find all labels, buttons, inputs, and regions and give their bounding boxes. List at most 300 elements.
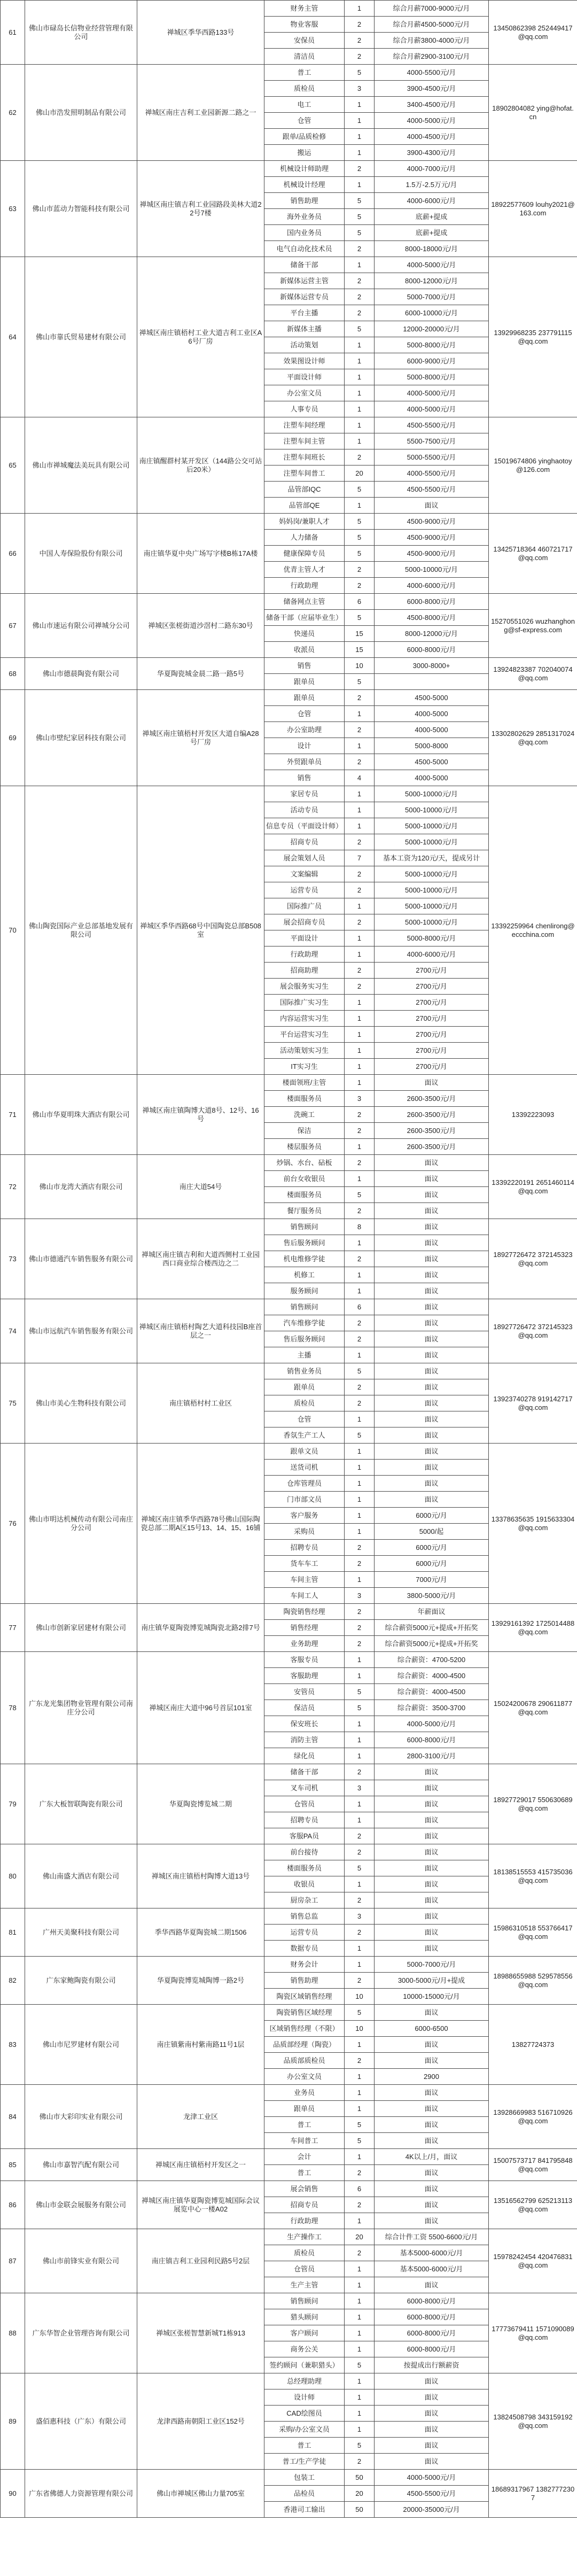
headcount: 20	[345, 2229, 375, 2245]
headcount: 2	[345, 1395, 375, 1411]
entry-number: 73	[1, 1219, 25, 1299]
company-address: 南庄镇华夏陶瓷博览城陶瓷北路2排7号	[137, 1604, 264, 1652]
contact-info: 18138515553 415735036@qq.com	[489, 1844, 577, 1908]
headcount: 1	[345, 2069, 375, 2085]
headcount: 5	[345, 193, 375, 209]
salary: 面议	[375, 1203, 489, 1219]
company-name: 佛山市龙湾大酒店有限公司	[25, 1155, 137, 1219]
position-title: 业务助理	[264, 1636, 345, 1652]
position-title: 活动策划	[264, 337, 345, 353]
headcount: 10	[345, 2021, 375, 2037]
entry-number: 61	[1, 1, 25, 65]
position-title: 洗碗工	[264, 1107, 345, 1123]
position-title: 楼面服务员	[264, 1860, 345, 1876]
position-title: 平台主播	[264, 305, 345, 321]
entry-number: 74	[1, 1299, 25, 1363]
salary: 面议	[375, 2085, 489, 2101]
entry-number: 72	[1, 1155, 25, 1219]
company-name: 佛山市明达机械传动有限公司南庄分公司	[25, 1444, 137, 1604]
headcount: 1	[345, 898, 375, 914]
headcount: 6	[345, 2181, 375, 2197]
position-title: 国际推广实习生	[264, 995, 345, 1011]
headcount: 15	[345, 642, 375, 658]
position-title: 新媒体运营主管	[264, 273, 345, 289]
salary: 8000-12000元/月	[375, 273, 489, 289]
headcount: 5	[345, 1860, 375, 1876]
position-title: 质检员	[264, 2245, 345, 2261]
table-row	[1, 2085, 577, 2101]
position-title: 平面设计	[264, 930, 345, 946]
headcount: 2	[345, 2454, 375, 2470]
salary: 底薪+提成	[375, 209, 489, 225]
salary: 2600-3500元/月	[375, 1123, 489, 1139]
company-name: 广东省佛德人力资源管理有限公司	[25, 2470, 137, 2518]
entry-number: 84	[1, 2085, 25, 2149]
position-title: 注塑车间普工	[264, 465, 345, 482]
headcount: 2	[345, 1203, 375, 1219]
position-title: 销售顾问	[264, 1299, 345, 1315]
position-title: 销售	[264, 658, 345, 674]
headcount: 5	[345, 514, 375, 530]
company-address: 禅城区季华西路133号	[137, 1, 264, 65]
salary: 面议	[375, 1347, 489, 1363]
headcount: 7	[345, 850, 375, 866]
headcount: 2	[345, 1251, 375, 1267]
company-address: 禅城区南庄镇梧村工业大道吉利工业区A6号厂房	[137, 257, 264, 417]
salary: 6000元/月	[375, 1556, 489, 1572]
table-row	[1, 1652, 577, 1668]
salary: 5000-10000元/月	[375, 834, 489, 850]
salary: 面议	[375, 2133, 489, 2149]
headcount: 1	[345, 1941, 375, 1957]
salary: 2700元/月	[375, 1027, 489, 1043]
headcount: 2	[345, 754, 375, 770]
salary: 3000-8000+	[375, 658, 489, 674]
headcount: 50	[345, 2502, 375, 2518]
headcount: 3	[345, 81, 375, 97]
company-address: 南庄镇吉利工业园利民路5号2层	[137, 2229, 264, 2293]
contact-info: 18988655988 529578556@qq.com	[489, 1957, 577, 2005]
headcount: 5	[345, 225, 375, 241]
salary: 2600-3500元/月	[375, 1107, 489, 1123]
position-title: 会计	[264, 2149, 345, 2165]
salary: 6000-8000元/月	[375, 2293, 489, 2309]
position-title: 车间工人	[264, 1588, 345, 1604]
position-title: 采购/办公室文员	[264, 2422, 345, 2438]
headcount: 1	[345, 145, 375, 161]
salary: 面议	[375, 2373, 489, 2389]
salary: 面议	[375, 2101, 489, 2117]
entry-number: 83	[1, 2005, 25, 2085]
salary: 面议	[375, 498, 489, 514]
headcount: 1	[345, 2277, 375, 2293]
position-title: 客户服务	[264, 1508, 345, 1524]
position-title: 文案编辑	[264, 866, 345, 882]
headcount: 3	[345, 1908, 375, 1925]
contact-info: 13392223093	[489, 1075, 577, 1155]
salary: 3900-4500元/月	[375, 81, 489, 97]
salary: 面议	[375, 2406, 489, 2422]
salary: 5000-10000元/月	[375, 818, 489, 834]
headcount: 2	[345, 2245, 375, 2261]
salary: 8000-18000元/月	[375, 241, 489, 257]
company-address: 禅城区张槎智慧新城T1栋913	[137, 2293, 264, 2373]
salary: 4000-5000元/月	[375, 257, 489, 273]
position-title: 品检员	[264, 2486, 345, 2502]
headcount: 1	[345, 995, 375, 1011]
position-title: 跟单员	[264, 1379, 345, 1395]
headcount: 5	[345, 65, 375, 81]
salary: 2600-3500元/月	[375, 1091, 489, 1107]
entry-number: 76	[1, 1444, 25, 1604]
salary: 面议	[375, 1315, 489, 1331]
company-name: 广东家鲍陶瓷有限公司	[25, 1957, 137, 2005]
company-address: 禅城区南庄大道中96号首层101室	[137, 1652, 264, 1764]
headcount: 2	[345, 834, 375, 850]
position-title: 注塑车间班长	[264, 449, 345, 465]
position-title: 外贸跟单员	[264, 754, 345, 770]
salary: 4500-8000元/月	[375, 610, 489, 626]
contact-info: 13516562799 625213113@qq.com	[489, 2181, 577, 2229]
salary: 4500-5500元/月	[375, 2486, 489, 2502]
salary: 10000-15000元/月	[375, 1989, 489, 2005]
company-name: 佛山市壁纪家居科技有限公司	[25, 690, 137, 786]
position-title: 售后服务顾问	[264, 1235, 345, 1251]
headcount: 1	[345, 1748, 375, 1764]
position-title: CAD绘图员	[264, 2406, 345, 2422]
salary: 综合月薪4500-5000元/月	[375, 17, 489, 33]
salary: 5500-7500元/月	[375, 433, 489, 449]
position-title: 客服专员	[264, 1652, 345, 1668]
headcount: 5	[345, 1187, 375, 1203]
salary: 4000-5000	[375, 706, 489, 722]
headcount: 2	[345, 1828, 375, 1844]
salary: 面议	[375, 1187, 489, 1203]
entry-number: 82	[1, 1957, 25, 2005]
position-title: 展会策划人员	[264, 850, 345, 866]
position-title: 客户顾问	[264, 2325, 345, 2341]
position-title: 妈妈岗/兼职人才	[264, 514, 345, 530]
contact-info: 15024200678 290611877@qq.com	[489, 1652, 577, 1764]
table-row	[1, 2229, 577, 2245]
salary: 5000/起	[375, 1524, 489, 1540]
salary: 面议	[375, 1796, 489, 1812]
headcount: 2	[345, 1925, 375, 1941]
salary: 面议	[375, 1892, 489, 1908]
headcount: 1	[345, 2101, 375, 2117]
salary: 7000元/月	[375, 1572, 489, 1588]
position-title: 机修工	[264, 1267, 345, 1283]
company-name: 佛山市创新家居建材有限公司	[25, 1604, 137, 1652]
position-title: 服务顾问	[264, 1283, 345, 1299]
salary: 基本5000-6000元/月	[375, 2245, 489, 2261]
salary: 面议	[375, 2181, 489, 2197]
position-title: 清洁员	[264, 49, 345, 65]
contact-info: 18927726472 372145323@qq.com	[489, 1219, 577, 1299]
headcount: 2	[345, 1556, 375, 1572]
headcount: 1	[345, 786, 375, 802]
salary: 基本5000-6000元/月	[375, 2261, 489, 2277]
company-address: 禅城区张槎街道沙滘村二路东30号	[137, 594, 264, 658]
position-title: 绿化员	[264, 1748, 345, 1764]
company-name: 佛山市尼罗建材有限公司	[25, 2005, 137, 2085]
table-row	[1, 1299, 577, 1315]
salary: 5000-10000元/月	[375, 914, 489, 930]
position-title: 生产操作工	[264, 2229, 345, 2245]
headcount: 1	[345, 1283, 375, 1299]
headcount: 2	[345, 562, 375, 578]
position-title: 叉车司机	[264, 1780, 345, 1796]
salary: 20000-35000元/月	[375, 2502, 489, 2518]
headcount: 2	[345, 1636, 375, 1652]
salary: 面议	[375, 2053, 489, 2069]
headcount: 1	[345, 2085, 375, 2101]
table-row	[1, 2005, 577, 2021]
headcount: 1	[345, 1668, 375, 1684]
salary: 4000-5000	[375, 722, 489, 738]
entry-number: 64	[1, 257, 25, 417]
salary: 6000-6500	[375, 2021, 489, 2037]
contact-info: 17773679411 1571090089@qq.com	[489, 2293, 577, 2373]
contact-info: 13929161392 1725014488@qq.com	[489, 1604, 577, 1652]
headcount: 5	[345, 2438, 375, 2454]
salary: 面议	[375, 1299, 489, 1315]
salary: 面议	[375, 1427, 489, 1444]
company-name: 佛山市碌岛长信物业经营管理有限公司	[25, 1, 137, 65]
salary: 2900	[375, 2069, 489, 2085]
headcount: 3	[345, 1588, 375, 1604]
salary: 面议	[375, 1860, 489, 1876]
entry-number: 68	[1, 658, 25, 690]
headcount: 2	[345, 33, 375, 49]
headcount: 10	[345, 658, 375, 674]
entry-number: 65	[1, 417, 25, 514]
headcount: 1	[345, 1652, 375, 1668]
salary: 5000-10000元/月	[375, 882, 489, 898]
salary: 4000-5000	[375, 770, 489, 786]
headcount: 1	[345, 1460, 375, 1476]
position-title: 前台接待	[264, 1844, 345, 1860]
position-title: 活动策划实习生	[264, 1043, 345, 1059]
headcount: 2	[345, 979, 375, 995]
contact-info: 15978242454 420476831@qq.com	[489, 2229, 577, 2293]
company-address: 禅城区南庄镇梧村陶博大道13号	[137, 1844, 264, 1908]
company-name: 佛山市蓝动力智能科技有限公司	[25, 161, 137, 257]
position-title: 运营专员	[264, 882, 345, 898]
table-row	[1, 1, 577, 17]
salary: 面议	[375, 2422, 489, 2438]
headcount: 2	[345, 449, 375, 465]
company-name: 广东华智企业管理咨询有限公司	[25, 2293, 137, 2373]
contact-info: 13827724373	[489, 2005, 577, 2085]
table-row	[1, 1957, 577, 1973]
company-address: 华夏陶瓷博览城二期	[137, 1764, 264, 1844]
headcount: 5	[345, 2133, 375, 2149]
headcount: 1	[345, 2037, 375, 2053]
position-title: 注塑车间经理	[264, 417, 345, 433]
entry-number: 88	[1, 2293, 25, 2373]
contact-info: 18922577609 louhy2021@163.com	[489, 161, 577, 257]
salary: 面议	[375, 1251, 489, 1267]
position-title: 销售顾问	[264, 1219, 345, 1235]
position-title: 储备干部	[264, 257, 345, 273]
position-title: 陶瓷销售经理	[264, 1604, 345, 1620]
company-name: 佛山市美心生物科技有限公司	[25, 1363, 137, 1444]
salary: 4500-5500元/月	[375, 482, 489, 498]
headcount: 5	[345, 2117, 375, 2133]
position-title: 信息专员（平面设计师）	[264, 818, 345, 834]
headcount: 3	[345, 1780, 375, 1796]
table-row	[1, 690, 577, 706]
headcount: 1	[345, 1876, 375, 1892]
position-title: 安保员	[264, 33, 345, 49]
salary: 年薪面议	[375, 1604, 489, 1620]
salary: 面议	[375, 2454, 489, 2470]
salary: 5000-7000元/月	[375, 289, 489, 305]
contact-info: 18689317967 13827772307	[489, 2470, 577, 2518]
company-address: 华夏陶瓷博览城陶博一路2号	[137, 1957, 264, 2005]
salary: 面议	[375, 2117, 489, 2133]
salary: 5000-5500元/月	[375, 449, 489, 465]
salary: 4500-5000	[375, 754, 489, 770]
headcount: 1	[345, 2149, 375, 2165]
salary: 面议	[375, 1444, 489, 1460]
headcount: 6	[345, 594, 375, 610]
table-row	[1, 2373, 577, 2389]
contact-info: 15270551026 wuzhanghong@sf-express.com	[489, 594, 577, 658]
headcount: 5	[345, 1363, 375, 1379]
position-title: 新媒体主播	[264, 321, 345, 337]
position-title: 跟单员	[264, 674, 345, 690]
entry-number: 85	[1, 2149, 25, 2181]
headcount: 2	[345, 1155, 375, 1171]
salary: 6000-8000元/月	[375, 2325, 489, 2341]
salary: 面议	[375, 1844, 489, 1860]
company-name: 佛山市浩发照明制品有限公司	[25, 65, 137, 161]
table-row	[1, 1363, 577, 1379]
salary: 面议	[375, 1171, 489, 1187]
position-title: 仓管	[264, 1411, 345, 1427]
headcount: 1	[345, 257, 375, 273]
position-title: 储备网点主管	[264, 594, 345, 610]
salary: 面议	[375, 1411, 489, 1427]
salary: 6000元/月	[375, 1540, 489, 1556]
position-title: 送货司机	[264, 1460, 345, 1476]
salary: 6000-8000元/月	[375, 2341, 489, 2357]
position-title: 商务公关	[264, 2341, 345, 2357]
salary: 4000-5500元/月	[375, 465, 489, 482]
headcount: 5	[345, 2357, 375, 2373]
salary: 3000-5000元/月+提成	[375, 1973, 489, 1989]
position-title: 办公室文员	[264, 385, 345, 401]
entry-number: 71	[1, 1075, 25, 1155]
salary: 面议	[375, 2005, 489, 2021]
position-title: 普工	[264, 2438, 345, 2454]
entry-number: 78	[1, 1652, 25, 1764]
position-title: 财务会计	[264, 1957, 345, 1973]
headcount: 5	[345, 2005, 375, 2021]
headcount: 5	[345, 321, 375, 337]
entry-number: 69	[1, 690, 25, 786]
contact-info: 13824508798 343159192@qq.com	[489, 2373, 577, 2470]
headcount: 1	[345, 1796, 375, 1812]
entry-number: 86	[1, 2181, 25, 2229]
headcount: 5	[345, 209, 375, 225]
headcount: 1	[345, 417, 375, 433]
salary: 综合薪资：4000-4500	[375, 1668, 489, 1684]
company-address: 禅城区南庄镇梧村陶艺大道科技园B座首层之一	[137, 1299, 264, 1363]
position-title: 人力储备	[264, 530, 345, 546]
salary: 综合月薪2900-3100元/月	[375, 49, 489, 65]
salary: 面议	[375, 2037, 489, 2053]
headcount: 1	[345, 2406, 375, 2422]
salary: 4000-6000元/月	[375, 193, 489, 209]
headcount: 2	[345, 305, 375, 321]
salary: 面议	[375, 1395, 489, 1411]
company-address: 禅城区季华西路68号中国陶瓷总部B508室	[137, 786, 264, 1075]
position-title: 包装工	[264, 2470, 345, 2486]
company-address: 禅城区南庄镇梧村开发区之一	[137, 2149, 264, 2181]
headcount: 2	[345, 241, 375, 257]
headcount: 1	[345, 1444, 375, 1460]
salary: 综合计件工资 5500-6600元/月	[375, 2229, 489, 2245]
position-title: 保洁员	[264, 1700, 345, 1716]
headcount: 2	[345, 49, 375, 65]
salary: 4000-7000元/月	[375, 161, 489, 177]
entry-number: 81	[1, 1908, 25, 1957]
salary: 2700元/月	[375, 1043, 489, 1059]
position-title: 行政助理	[264, 578, 345, 594]
salary: 面议	[375, 2277, 489, 2293]
position-title: 平面设计师	[264, 369, 345, 385]
position-title: 车间主管	[264, 1572, 345, 1588]
contact-info: 13923740278 919142717@qq.com	[489, 1363, 577, 1444]
table-row	[1, 1844, 577, 1860]
position-title: 采购员	[264, 1524, 345, 1540]
salary: 5000-10000元/月	[375, 786, 489, 802]
headcount: 5	[345, 674, 375, 690]
contact-info: 13302802629 2851317024@qq.com	[489, 690, 577, 786]
entry-number: 89	[1, 2373, 25, 2470]
salary: 面议	[375, 1155, 489, 1171]
contact-info: 13392259964 chenlirong@eccchina.com	[489, 786, 577, 1075]
position-title: 办公室文员	[264, 2069, 345, 2085]
position-title: 品质部经理（陶瓷）	[264, 2037, 345, 2053]
contact-info: 13378635635 1915633304@qq.com	[489, 1444, 577, 1604]
headcount: 2	[345, 1379, 375, 1395]
position-title: 普工	[264, 2117, 345, 2133]
contact-info: 13392220191 2651460114@qq.com	[489, 1155, 577, 1219]
position-title: 招商助理	[264, 963, 345, 979]
position-title: 行政助理	[264, 946, 345, 963]
company-address: 季华西路华夏陶瓷城二期1506	[137, 1908, 264, 1957]
salary: 综合薪资5000元+提成+开拓奖	[375, 1636, 489, 1652]
salary: 2700元/月	[375, 963, 489, 979]
position-title: 仓管	[264, 113, 345, 129]
salary: 5000-8000元/月	[375, 930, 489, 946]
position-title: 门市部文员	[264, 1492, 345, 1508]
salary: 综合月薪7000-9000元/月	[375, 1, 489, 17]
position-title: 销售总监	[264, 1908, 345, 1925]
contact-info: 13929968235 237791115@qq.com	[489, 257, 577, 417]
salary: 3400-4500元/月	[375, 97, 489, 113]
position-title: 主播	[264, 1347, 345, 1363]
salary: 5000-10000元/月	[375, 898, 489, 914]
position-title: 陶瓷区域销售经理	[264, 1989, 345, 2005]
headcount: 2	[345, 963, 375, 979]
salary: 面议	[375, 2389, 489, 2406]
headcount: 2	[345, 1331, 375, 1347]
